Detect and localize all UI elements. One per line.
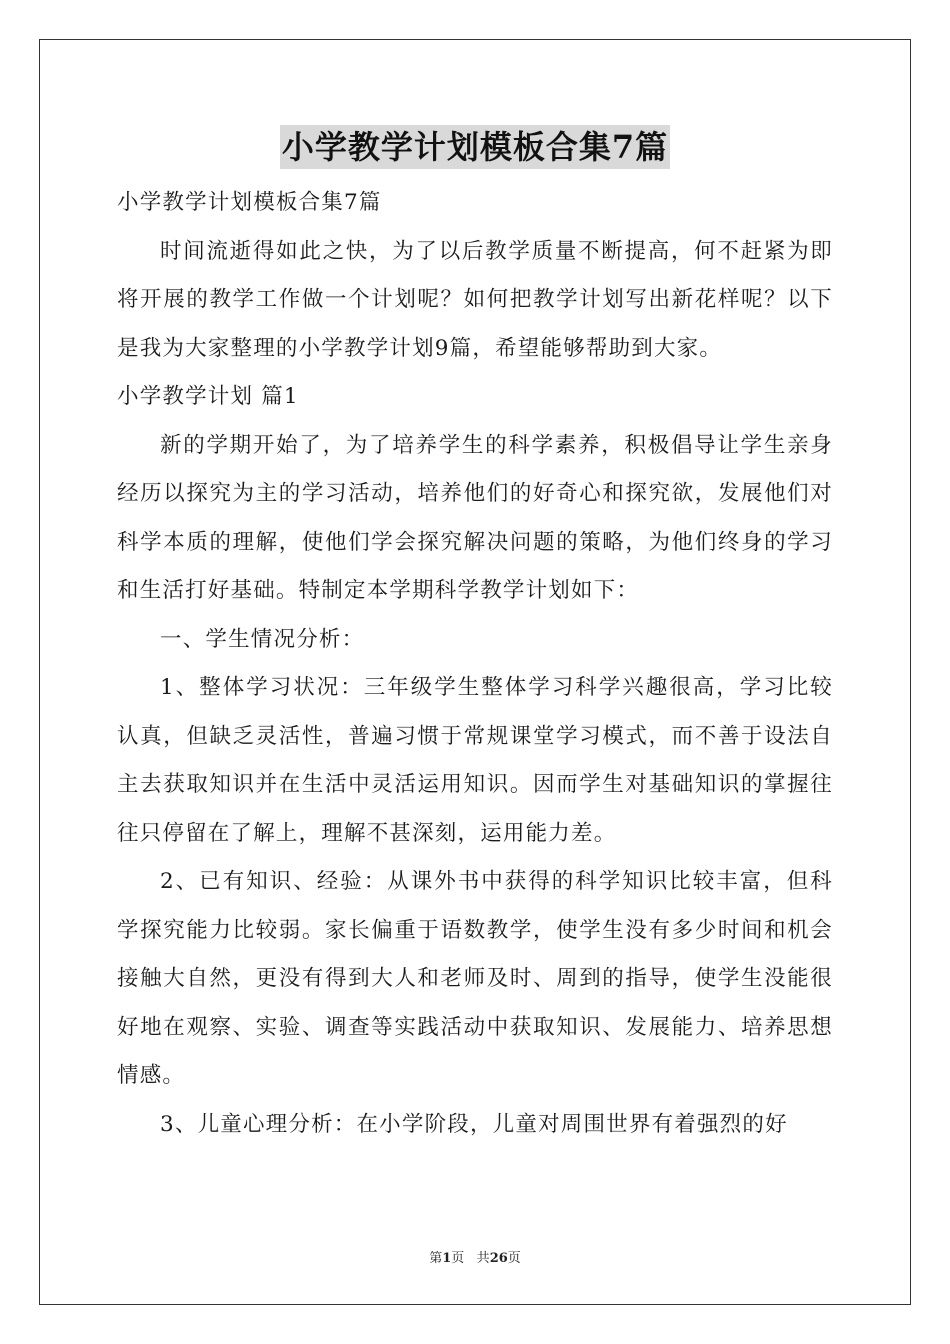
section-heading: 小学教学计划 篇1 (117, 384, 299, 409)
footer-total-pages: 26 (489, 1251, 508, 1266)
intro-paragraph: 时间流逝得如此之快，为了以后教学质量不断提高，何不赶紧为即将开展的教学工作做一个计划呢？如何把教学计划写出新花样呢？以下是我为大家整理的小学教学计划9篇，希望能够帮助到大家。 (117, 238, 833, 361)
page-footer (0, 1247, 950, 1266)
subsection-heading: 一、学生情况分析： (160, 626, 365, 652)
body-paragraph: 新的学期开始了，为了培养学生的科学素养，积极倡导让学生亲身经历以探究为主的学习活动，培养他们的好奇心和探究欲，发展他们对科学本质的理解，使他们学会探究解决问题的策略，为他们终身的学习和生活打好基础。特制定本学期科学教学计划如下： (117, 432, 833, 603)
footer-page-suffix: 页 (451, 1251, 465, 1266)
footer-page-number: 1 (442, 1251, 452, 1266)
title-container (0, 125, 950, 169)
body-paragraph: 3、儿童心理分析：在小学阶段，儿童对周围世界有着强烈的好 (160, 1111, 788, 1137)
footer-total-suffix: 页 (507, 1251, 521, 1266)
footer-prefix: 第 (429, 1251, 443, 1266)
subtitle-line: 小学教学计划模板合集7篇 (117, 190, 382, 215)
footer-total-prefix: 共 (476, 1251, 490, 1266)
body-paragraph: 2、已有知识、经验：从课外书中获得的科学知识比较丰富，但科学探究能力比较弱。家长偏重于语数教学，使学生没有多少时间和机会接触大自然，更没有得到大人和老师及时、周到的指导，使学生没能很好地在观察、实验、调查等实践活动中获取知识、发展能力、培养思想情感。 (117, 869, 833, 1088)
document-body (117, 179, 833, 1149)
document-title: 小学教学计划模板合集7篇 (280, 125, 670, 169)
body-paragraph: 1、整体学习状况：三年级学生整体学习科学兴趣很高，学习比较认真，但缺乏灵活性，普遍习惯于常规课堂学习模式，而不善于设法自主去获取知识并在生活中灵活运用知识。因而学生对基础知识的掌握往往只停留在了解上，理解不甚深刻，运用能力差。 (117, 675, 833, 846)
